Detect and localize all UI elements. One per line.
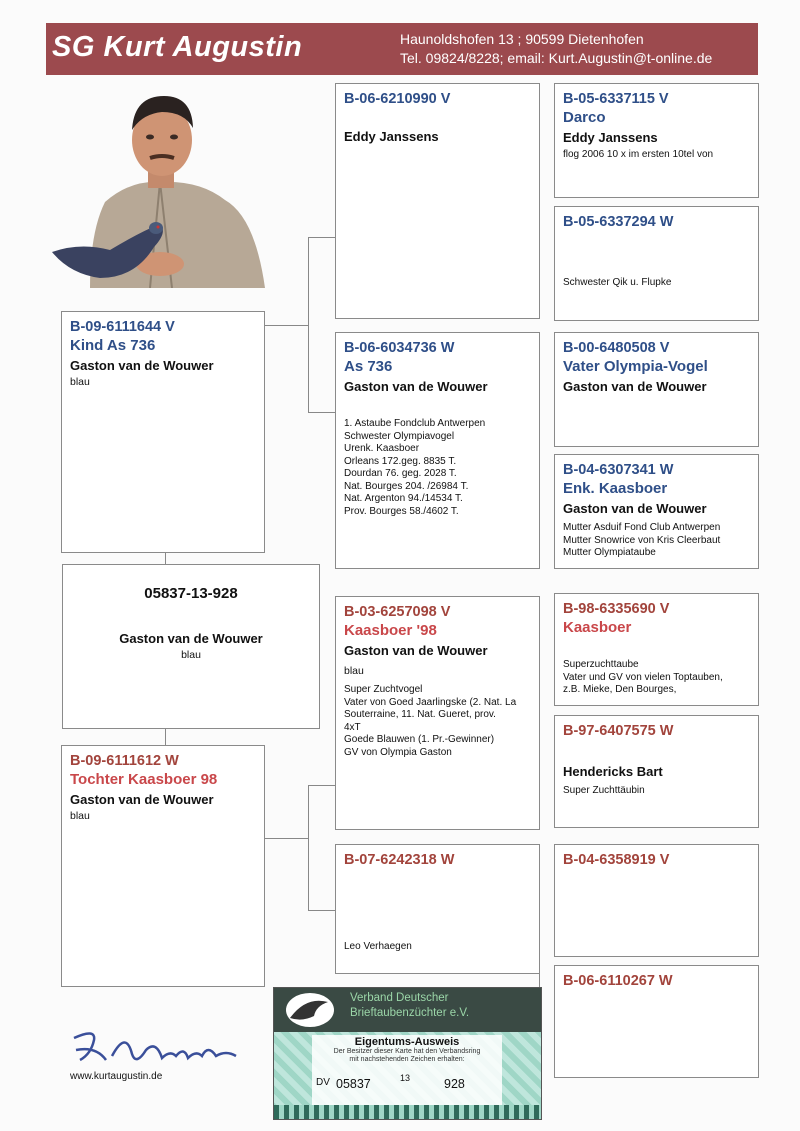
note-line: Nat. Bourges 204. /26984 T. (344, 480, 469, 492)
breeder-photo (50, 82, 272, 288)
mf-breeder: Gaston van de Wouwer (344, 643, 488, 658)
father-name: Kind As 736 (70, 337, 156, 354)
connector-line (308, 785, 336, 786)
mf-color: blau (344, 665, 364, 677)
mf-ring: B-03-6257098 V (344, 604, 451, 620)
ggp-mmf-card (554, 844, 759, 957)
note-line: Mutter Snowrice von Kris Cleerbaut (563, 534, 721, 546)
father-breeder: Gaston van de Wouwer (70, 358, 214, 373)
connector-line (308, 237, 309, 412)
fmm-ring: B-04-6307341 W (563, 462, 674, 478)
ggp-fff-card (554, 83, 759, 198)
note-line: Nat. Argenton 94./14534 T. (344, 493, 463, 504)
ggp-fmf-card (554, 332, 759, 447)
ff-ring: B-06-6210990 V (344, 91, 451, 107)
note-line: 4xT (344, 721, 361, 733)
pigeon-logo-icon (280, 990, 340, 1030)
mf-name: Kaasboer '98 (344, 622, 437, 639)
card-header (274, 988, 541, 1032)
card-text-line1: Der Besitzer dieser Karte hat den Verbandsring (333, 1048, 481, 1055)
grandfather-maternal-card (335, 596, 540, 830)
note-line: Mutter Asduif Fond Club Antwerpen (563, 522, 721, 533)
fff-ring: B-05-6337115 V (563, 91, 669, 107)
note-line: Vater und GV von vielen Toptauben, (563, 671, 723, 683)
fmf-ring: B-00-6480508 V (563, 340, 670, 356)
ggp-ffm-card (554, 206, 759, 321)
mmm-ring: B-06-6110267 W (563, 973, 673, 989)
mother-card (61, 745, 265, 987)
contact-line: Tel. 09824/8228; email: Kurt.Augustin@t-online.de (400, 50, 713, 66)
fm-name: As 736 (344, 358, 393, 375)
main-bird-ring: 05837-13-928 (144, 585, 238, 602)
fff-name: Darco (563, 109, 606, 126)
connector-line (165, 729, 166, 745)
ggp-fmm-card (554, 454, 759, 569)
card-heading: Eigentums-Ausweis (354, 1036, 460, 1048)
card-ring-num1: 05837 (336, 1077, 371, 1091)
connector-line (264, 325, 308, 326)
mfm-ring: B-97-6407575 W (563, 723, 674, 739)
mfm-notes: Super Zuchttäubin (563, 785, 645, 796)
connector-line (308, 237, 336, 238)
card-org (350, 991, 469, 1021)
ownership-card (273, 987, 542, 1120)
card-prefix: DV (316, 1077, 330, 1088)
mm-ring: B-07-6242318 W (344, 852, 455, 868)
father-ring: B-09-6111644 V (70, 319, 175, 335)
connector-line (264, 838, 308, 839)
connector-line (308, 785, 309, 910)
ggp-mfm-card (554, 715, 759, 828)
fff-notes: flog 2006 10 x im ersten 10tel von (563, 149, 714, 160)
mm-breeder: Leo Verhaegen (344, 941, 412, 952)
note-line: 1. Astaube Fondclub Antwerpen (344, 418, 486, 429)
fmf-breeder: Gaston van de Wouwer (563, 379, 707, 394)
note-line: Prov. Bourges 58./4602 T. (344, 505, 459, 517)
card-org-line1: Verband Deutscher (350, 992, 449, 1004)
loft-title: SG Kurt Augustin (52, 31, 303, 63)
father-color: blau (70, 376, 90, 388)
grandmother-paternal-card (335, 332, 540, 569)
main-bird-breeder: Gaston van de Wouwer (119, 631, 263, 646)
note-line: GV von Olympia Gaston (344, 746, 452, 758)
note-line: z.B. Mieke, Den Bourges, (563, 684, 677, 695)
note-line: Dourdan 76. geg. 2028 T. (344, 468, 457, 479)
fm-ring: B-06-6034736 W (344, 340, 455, 356)
mother-breeder: Gaston van de Wouwer (70, 792, 214, 807)
fm-notes (344, 418, 531, 518)
mother-ring: B-09-6111612 W (70, 753, 179, 769)
fff-breeder: Eddy Janssens (563, 130, 658, 145)
mff-ring: B-98-6335690 V (563, 601, 670, 617)
ff-breeder: Eddy Janssens (344, 129, 439, 144)
ggp-mmm-card (554, 965, 759, 1078)
website-link[interactable]: www.kurtaugustin.de (70, 1071, 163, 1082)
card-ring-num3: 928 (444, 1077, 465, 1091)
card-org-line2: Brieftaubenzüchter e.V. (350, 1007, 470, 1019)
fmm-breeder: Gaston van de Wouwer (563, 501, 707, 516)
ggp-mff-card (554, 593, 759, 706)
note-line: Vater von Goed Jaarlingske (2. Nat. La (344, 696, 517, 708)
card-ring-num2: 13 (400, 1073, 411, 1083)
grandfather-paternal-card (335, 83, 540, 319)
note-line: Goede Blauwen (1. Pr.-Gewinner) (344, 734, 495, 745)
note-line: Superzuchttaube (563, 659, 639, 670)
mmf-ring: B-04-6358919 V (563, 852, 670, 868)
card-body (274, 1032, 541, 1119)
connector-line (308, 910, 336, 911)
grandmother-maternal-card (335, 844, 540, 974)
connector-line (308, 412, 336, 413)
ffm-notes: Schwester Qik u. Flupke (563, 277, 672, 288)
father-card (61, 311, 265, 553)
contact-block (400, 30, 712, 68)
note-line: Mutter Olympiataube (563, 547, 656, 558)
mf-notes (344, 684, 531, 759)
connector-line (165, 553, 166, 564)
fmm-notes (563, 522, 750, 560)
card-border-strip (274, 1105, 541, 1119)
mother-color: blau (70, 810, 90, 822)
card-text-line2: mit nachstehenden Zeichen erhalten: (349, 1056, 465, 1063)
note-line: Orleans 172.geg. 8835 T. (344, 455, 457, 467)
mother-name: Tochter Kaasboer 98 (70, 771, 218, 788)
card-panel (312, 1035, 502, 1107)
note-line: Schwester Olympiavogel (344, 430, 455, 442)
note-line: Souterraine, 11. Nat. Gueret, prov. (344, 709, 496, 720)
header-banner (46, 23, 758, 75)
fmf-name: Vater Olympia-Vogel (563, 358, 708, 375)
ffm-ring: B-05-6337294 W (563, 214, 674, 230)
main-bird-card (62, 564, 320, 729)
mff-notes (563, 659, 750, 697)
fm-breeder: Gaston van de Wouwer (344, 379, 488, 394)
mff-name: Kaasboer (563, 619, 632, 636)
address-line: Haunoldshofen 13 ; 90599 Dietenhofen (400, 31, 644, 47)
mfm-breeder: Hendericks Bart (563, 764, 663, 779)
main-bird-color: blau (181, 649, 201, 661)
note-line: Urenk. Kaasboer (344, 443, 420, 454)
note-line: Super Zuchtvogel (344, 684, 423, 695)
fmm-name: Enk. Kaasboer (563, 480, 668, 497)
